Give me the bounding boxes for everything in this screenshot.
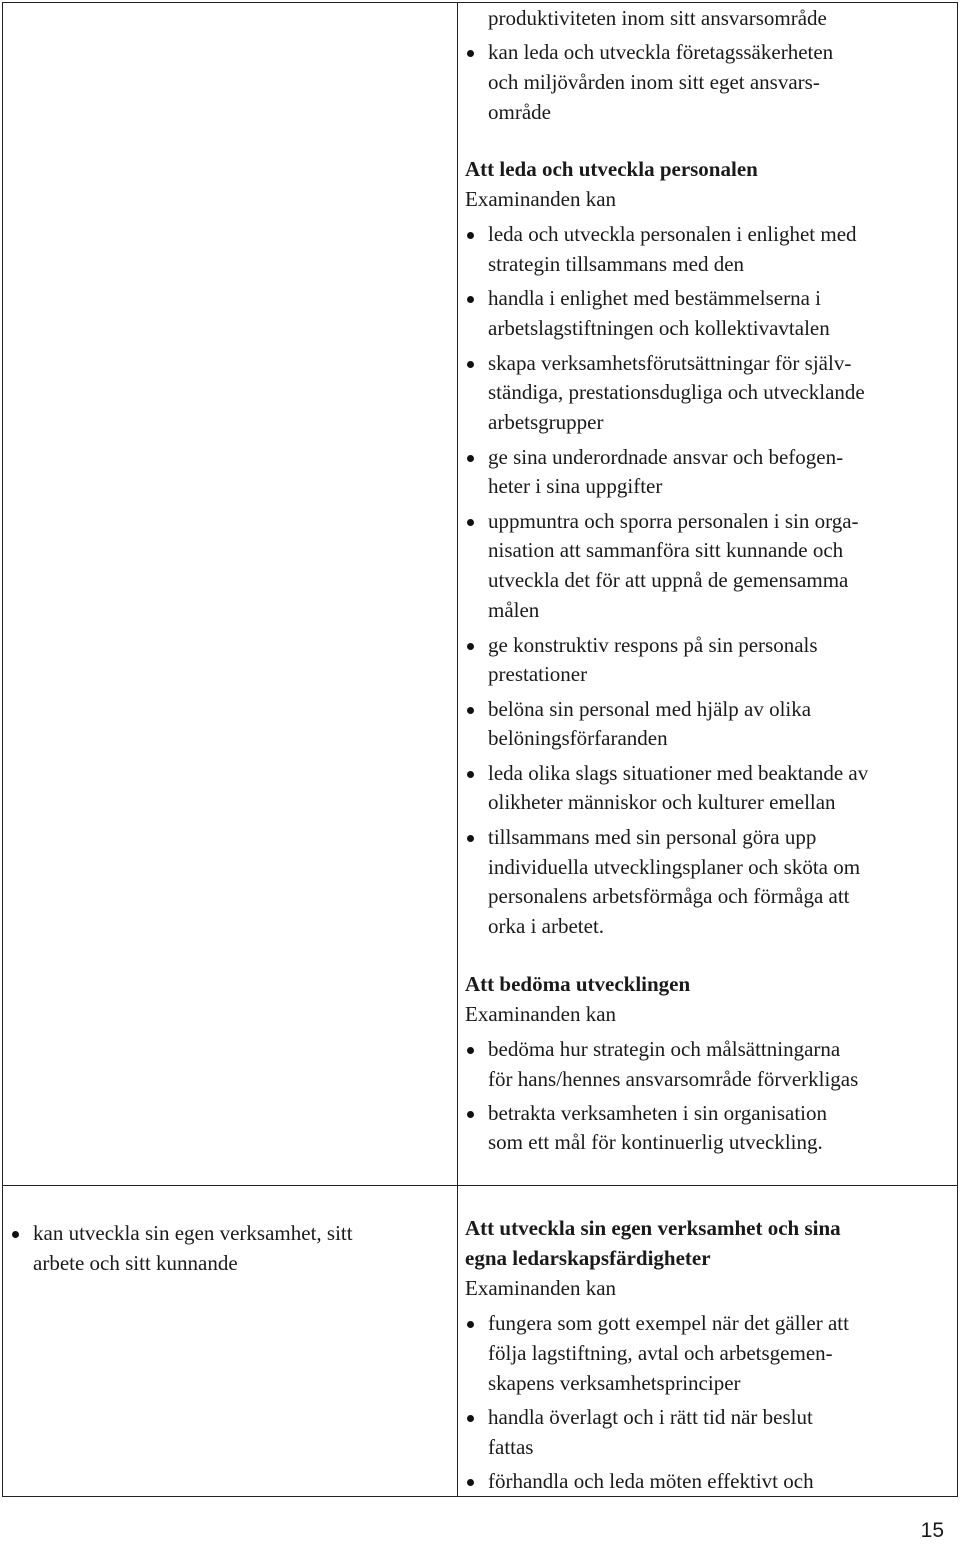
bullet-icon: [467, 361, 474, 368]
list-item-line: tillsammans med sin personal göra upp: [488, 825, 817, 849]
list-item-line: fungera som gott exempel när det gäller att: [488, 1311, 849, 1335]
list-item-line: personalens arbetsförmåga och förmåga att: [488, 884, 850, 908]
bullet-icon: [467, 1321, 474, 1328]
list-item-line: förhandla och leda möten effektivt och: [488, 1469, 814, 1493]
list-item-line: nisation att sammanföra sitt kunnande och: [488, 538, 844, 562]
list-item-line: belöna sin personal med hjälp av olika: [488, 697, 812, 721]
list-item-line: bedöma hur strategin och målsättningarna: [488, 1037, 841, 1061]
section-lead: Examinanden kan: [465, 187, 617, 211]
page-number: 15: [920, 1519, 944, 1542]
list-item-line: ge konstruktiv respons på sin personals: [488, 633, 818, 657]
section-heading: egna ledarskapsfärdigheter: [465, 1246, 711, 1270]
list-item-line: arbete och sitt kunnande: [33, 1251, 238, 1275]
list-item-line: följa lagstiftning, avtal och arbetsgemen-: [488, 1341, 833, 1365]
table-border-right: [957, 2, 958, 1497]
list-item-line: för hans/hennes ansvarsområde förverkligas: [488, 1067, 859, 1091]
intro-bullet-line-3: område: [488, 100, 551, 124]
list-item-line: handla överlagt och i rätt tid när beslut: [488, 1405, 813, 1429]
bullet-icon: [467, 835, 474, 842]
bullet-icon: [467, 643, 474, 650]
list-item-line: kan utveckla sin egen verksamhet, sitt: [33, 1221, 353, 1245]
section-heading: Att leda och utveckla personalen: [465, 157, 758, 181]
list-item-line: leda och utveckla personalen i enlighet med: [488, 222, 857, 246]
list-item-line: prestationer: [488, 662, 588, 686]
bullet-icon: [467, 1415, 474, 1422]
list-item-line: handla i enlighet med bestämmelserna i: [488, 286, 821, 310]
list-item-line: belöningsförfaranden: [488, 726, 668, 750]
list-item-line: strategin tillsammans med den: [488, 252, 745, 276]
bullet-icon: [12, 1231, 19, 1238]
bullet-icon: [467, 455, 474, 462]
bullet-icon: [467, 1111, 474, 1118]
left-bottom-cell: [10, 1186, 455, 1496]
list-item-line: skapa verksamhetsförutsättningar för själv-: [488, 351, 852, 375]
right-top-cell: [465, 0, 955, 1184]
list-item-line: heter i sina uppgifter: [488, 474, 663, 498]
list-item-line: uppmuntra och sporra personalen i sin orga-: [488, 509, 859, 533]
list-item-line: fattas: [488, 1435, 534, 1459]
section-heading: Att utveckla sin egen verksamhet och sina: [465, 1216, 841, 1240]
list-item-line: ständiga, prestationsdugliga och utvecklande: [488, 380, 865, 404]
list-item-line: utveckla det för att uppnå de gemensamma: [488, 568, 849, 592]
bullet-icon: [467, 296, 474, 303]
bullet-icon: [467, 771, 474, 778]
table-border-middle: [457, 2, 458, 1497]
bullet-icon: [467, 1047, 474, 1054]
section-lead: Examinanden kan: [465, 1002, 617, 1026]
list-item-line: som ett mål för kontinuerlig utveckling.: [488, 1130, 823, 1154]
list-item-line: leda olika slags situationer med beaktande av: [488, 761, 869, 785]
list-item-line: skapens verksamhetsprinciper: [488, 1371, 741, 1395]
list-item-line: arbetsgrupper: [488, 410, 604, 434]
list-item-line: arbetslagstiftningen och kollektivavtalen: [488, 316, 830, 340]
intro-bullet-line-2: och miljövården inom sitt eget ansvars-: [488, 70, 820, 94]
section-lead: Examinanden kan: [465, 1276, 617, 1300]
bullet-icon: [467, 1479, 474, 1486]
list-item-line: individuella utvecklingsplaner och sköta om: [488, 855, 861, 879]
list-item-line: ge sina underordnade ansvar och befogen-: [488, 445, 844, 469]
bullet-icon: [467, 232, 474, 239]
list-item-line: målen: [488, 598, 540, 622]
section-heading: Att bedöma utvecklingen: [465, 972, 691, 996]
intro-line: produktiviteten inom sitt ansvarsområde: [488, 6, 827, 30]
list-item-line: orka i arbetet.: [488, 914, 605, 938]
table-border-bottom: [2, 1496, 958, 1497]
list-item-line: olikheter människor och kulturer emellan: [488, 790, 836, 814]
bullet-icon: [467, 50, 474, 57]
bullet-icon: [467, 707, 474, 714]
list-item-line: betrakta verksamheten i sin organisation: [488, 1101, 828, 1125]
bullet-icon: [467, 519, 474, 526]
intro-bullet-line-1: kan leda och utveckla företagssäkerheten: [488, 40, 834, 64]
right-bottom-cell: [465, 1186, 955, 1496]
table-border-left: [2, 2, 3, 1497]
